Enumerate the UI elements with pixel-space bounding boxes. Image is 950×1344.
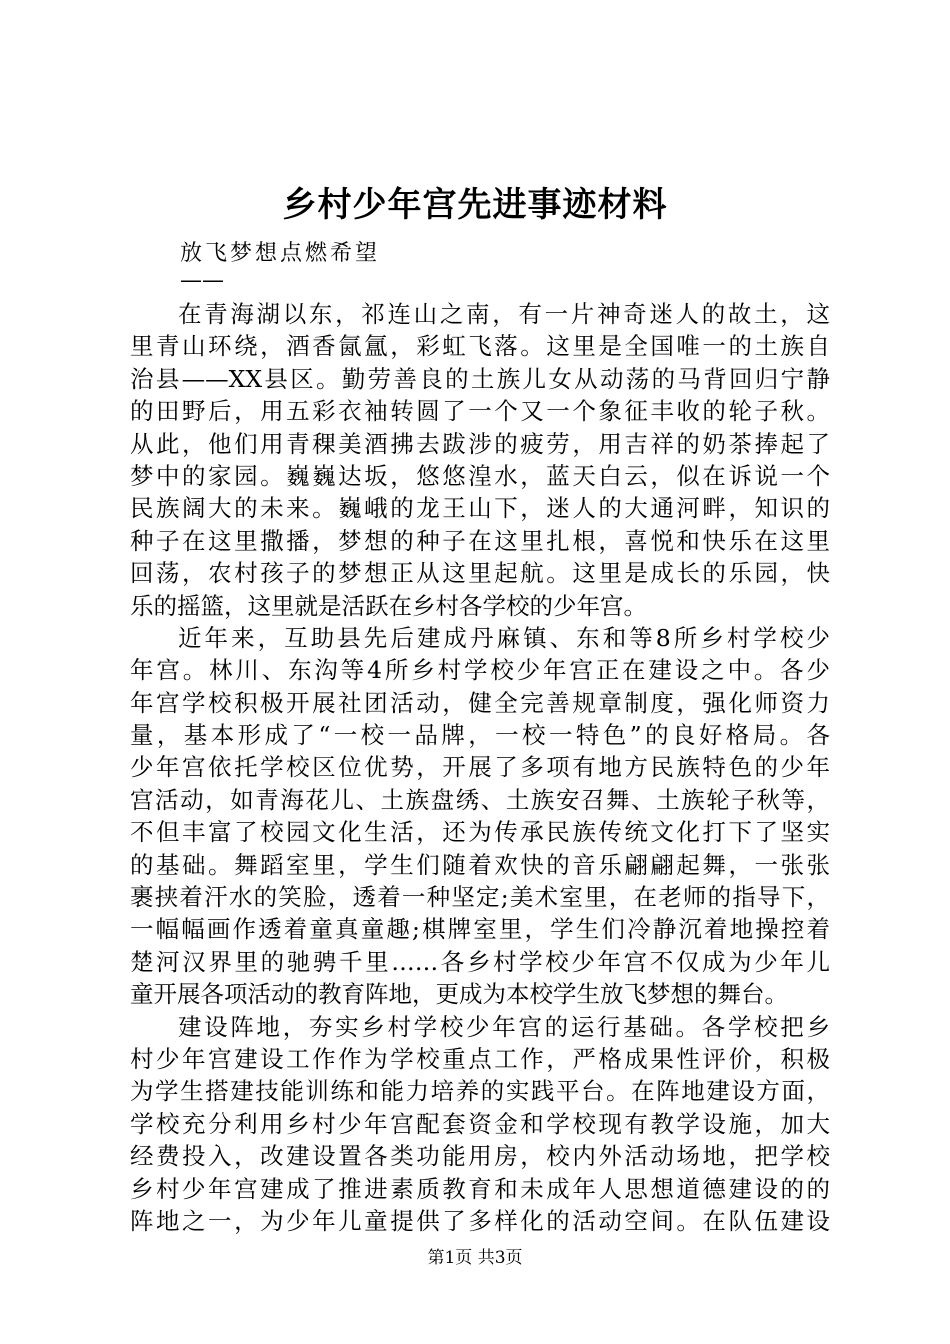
body-line: 少年宫依托学校区位优势，开展了多项有地方民族特色的少年 [130,753,830,782]
body-line: 民族阔大的未来。巍峨的龙王山下，迷人的大通河畔，知识的 [130,494,830,523]
body-line: 村少年宫建设工作作为学校重点工作，严格成果性评价，积极 [130,1044,830,1073]
body-line: 一幅幅画作透着童真童趣;棋牌室里，学生们冷静沉着地操控着 [130,915,830,944]
document-subtitle: 放飞梦想点燃希望 [180,241,381,266]
body-line: 在青海湖以东，祁连山之南，有一片神奇迷人的故土，这 [178,300,830,328]
body-line: 梦中的家园。巍巍达坂，悠悠湟水，蓝天白云，似在诉说一个 [130,461,830,490]
body-line: 经费投入，改建设置各类功能用房，校内外活动场地，把学校 [130,1142,830,1171]
body-line: 从此，他们用青稞美酒拂去跋涉的疲劳，用吉祥的奶茶捧起了 [130,429,830,458]
subtitle-dash: —— [180,268,224,293]
body-line: 回荡，农村孩子的梦想正从这里起航。这里是成长的乐园，快 [130,559,830,588]
body-line: 楚河汉界里的驰骋千里……各乡村学校少年宫不仅成为少年儿 [130,947,830,976]
body-line: 建设阵地，夯实乡村学校少年宫的运行基础。各学校把乡 [178,1012,830,1041]
body-line: 学校充分利用乡村少年宫配套资金和学校现有教学设施，加大 [130,1109,830,1138]
body-line: 里青山环绕，酒香氤氲，彩虹飞落。这里是全国唯一的土族自 [130,332,830,361]
page-footer: 第1页 共3页 [427,1248,523,1268]
body-line: 年宫学校积极开展社团活动，健全完善规章制度，强化师资力 [130,688,830,717]
body-line: 裹挟着汗水的笑脸，透着一种坚定;美术室里，在老师的指导下， [130,883,830,912]
body-line: 不但丰富了校园文化生活，还为传承民族传统文化打下了坚实 [130,818,830,847]
body-line: 年宫。林川、东沟等4所乡村学校少年宫正在建设之中。各少 [130,656,830,685]
body-line: 的基础。舞蹈室里，学生们随着欢快的音乐翩翩起舞，一张张 [130,850,830,879]
body-line: 的田野后，用五彩衣袖转圆了一个又一个象征丰收的轮子秋。 [130,397,830,426]
body-line: 量，基本形成了“一校一品牌，一校一特色”的良好格局。各 [130,721,830,750]
body-line: 乐的摇篮，这里就是活跃在乡村各学校的少年宫。 [130,591,647,620]
body-line: 为学生搭建技能训练和能力培养的实践平台。在阵地建设方面， [130,1077,830,1106]
body-line: 乡村少年宫建成了推进素质教育和未成年人思想道德建设的的 [130,1174,830,1203]
document-body [130,298,830,1237]
body-line: 阵地之一，为少年儿童提供了多样化的活动空间。在队伍建设 [130,1206,830,1235]
body-line: 治县——XX县区。勤劳善良的土族儿女从动荡的马背回归宁静 [130,364,830,393]
body-line: 宫活动，如青海花儿、土族盘绣、土族安召舞、土族轮子秋等， [130,785,830,814]
body-line: 种子在这里撒播，梦想的种子在这里扎根，喜悦和快乐在这里 [130,526,830,555]
body-line: 童开展各项活动的教育阵地，更成为本校学生放飞梦想的舞台。 [130,980,788,1009]
document-title: 乡村少年宫先进事迹材料 [282,185,668,225]
body-line: 近年来，互助县先后建成丹麻镇、东和等8所乡村学校少 [178,623,830,652]
